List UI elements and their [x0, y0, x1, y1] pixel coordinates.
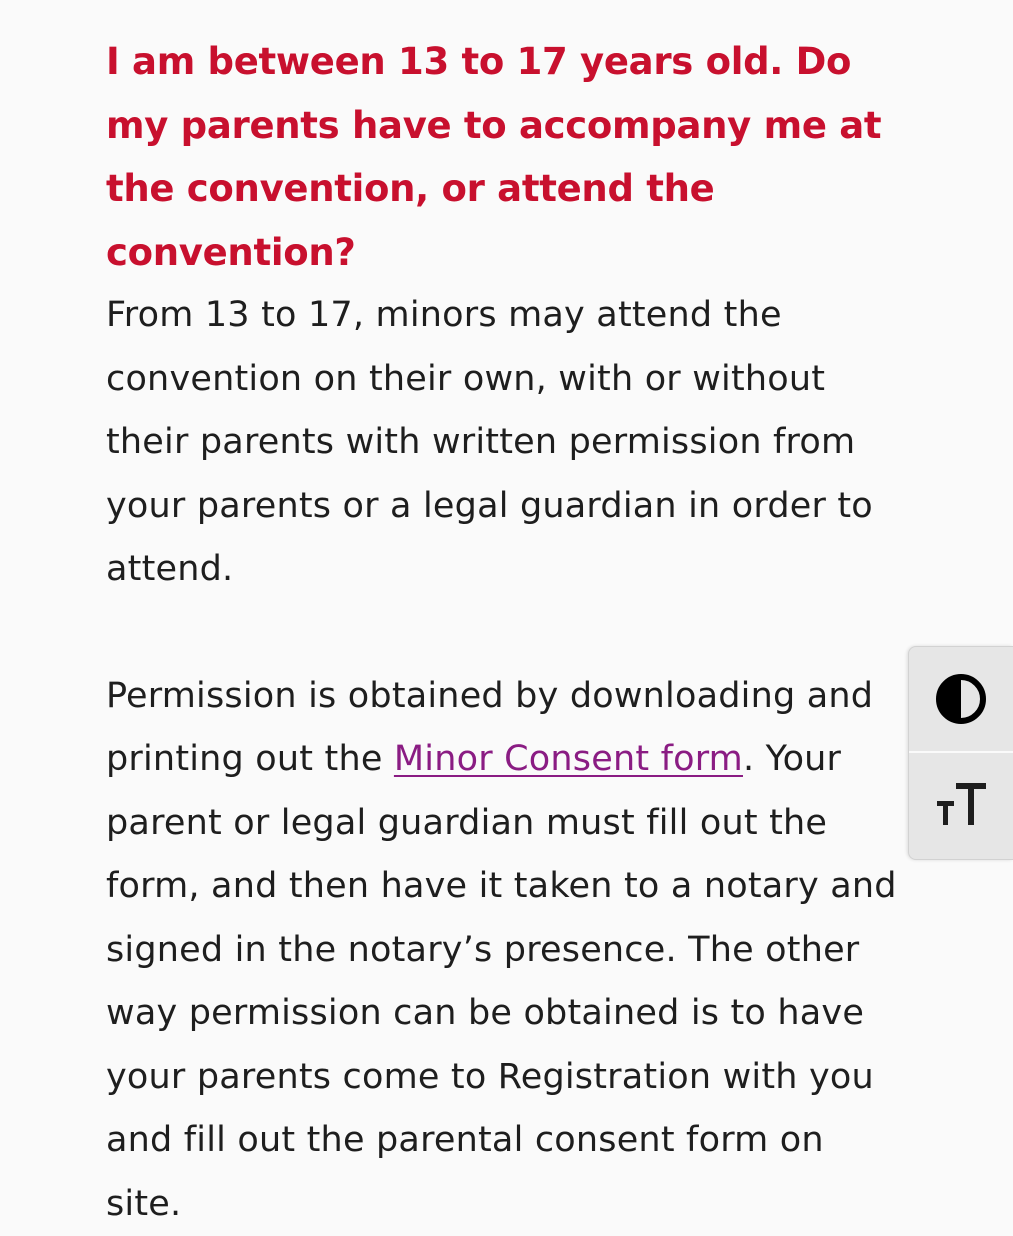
faq-question: I am between 13 to 17 years old. Do my parents have to accompany me at the convention, or attend the convention? — [106, 30, 906, 284]
contrast-icon — [934, 672, 988, 726]
answer-text-before-link: Permission is obtained by downloading and printing out the — [106, 676, 873, 780]
faq-answer — [106, 284, 906, 1236]
answer-paragraph-2 — [106, 665, 906, 1236]
minor-consent-form-link[interactable]: Minor Consent form — [394, 739, 743, 779]
text-size-button[interactable] — [909, 754, 1013, 858]
answer-paragraph-1: From 13 to 17, minors may attend the convention on their own, with or without their parents with written permission from your parents or a legal guardian in order to attend. — [106, 284, 906, 602]
text-resize-icon — [934, 779, 988, 833]
faq-item — [106, 30, 906, 1236]
toolbar-divider — [909, 751, 1013, 753]
contrast-toggle-button[interactable] — [909, 647, 1013, 751]
accessibility-toolbar — [908, 646, 1013, 860]
answer-text-after-link: . Your parent or legal guardian must fill out the form, and then have it taken to a notary and signed in the notary’s presence. The other way permission can be obtained is to have your parents come to Registration with you and fill out the parental consent form on site. — [106, 739, 897, 1224]
